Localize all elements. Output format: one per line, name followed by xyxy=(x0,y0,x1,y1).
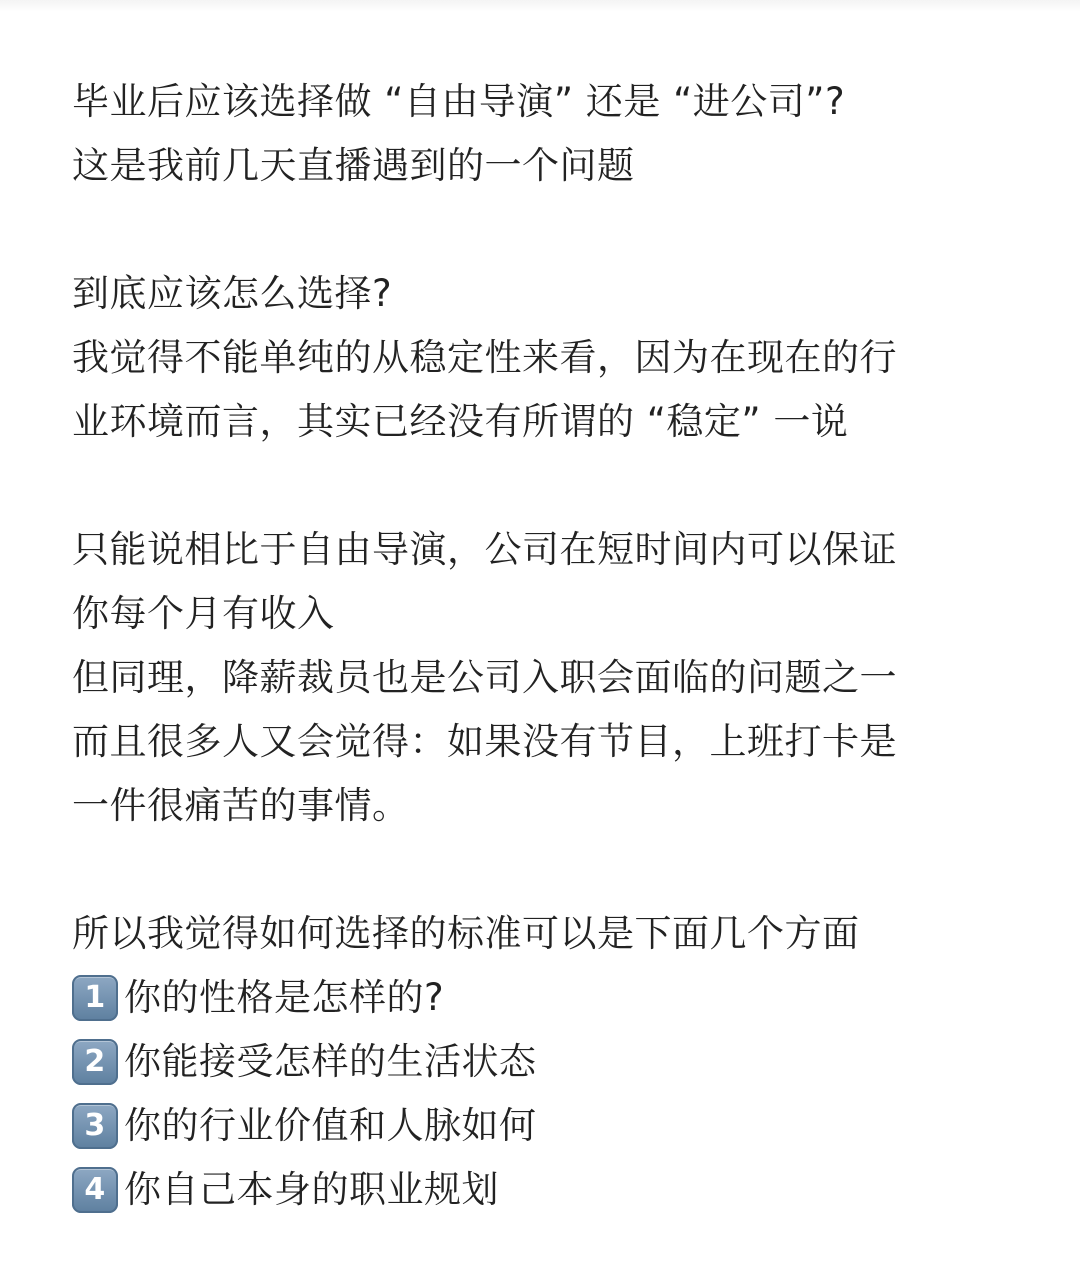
question-line: 业环境而言，其实已经没有所谓的 “稳定” 一说 xyxy=(72,400,849,443)
criteria-item-text: 你自己本身的职业规划 xyxy=(124,1168,499,1211)
keycap-3-icon: 3 xyxy=(72,1103,118,1149)
comparison-line: 但同理，降薪裁员也是公司入职会面临的问题之一 xyxy=(72,656,897,699)
paragraph-gap xyxy=(72,198,1012,262)
comparison-line: 只能说相比于自由导演，公司在短时间内可以保证 xyxy=(72,528,897,571)
intro-line: 毕业后应该选择做 “自由导演” 还是 “进公司”? xyxy=(72,80,846,123)
criteria-item-text: 你的行业价值和人脉如何 xyxy=(124,1104,537,1147)
criteria-item xyxy=(72,1030,1012,1094)
post-body xyxy=(72,70,1012,1222)
criteria-item xyxy=(72,1158,1012,1222)
criteria-item xyxy=(72,1094,1012,1158)
keycap-2-icon: 2 xyxy=(72,1039,118,1085)
top-edge-strip xyxy=(0,0,1080,12)
criteria-item xyxy=(72,966,1012,1030)
paragraph-gap xyxy=(72,454,1012,518)
criteria-item-text: 你的性格是怎样的? xyxy=(124,976,445,1019)
paragraph-gap xyxy=(72,838,1012,902)
criteria-heading: 所以我觉得如何选择的标准可以是下面几个方面 xyxy=(72,912,860,955)
comparison-line: 而且很多人又会觉得：如果没有节目，上班打卡是 xyxy=(72,720,897,763)
question-line: 到底应该怎么选择? xyxy=(72,272,393,315)
question-line: 我觉得不能单纯的从稳定性来看，因为在现在的行 xyxy=(72,336,897,379)
comparison-line: 一件很痛苦的事情。 xyxy=(72,784,410,827)
comparison-line: 你每个月有收入 xyxy=(72,592,335,635)
intro-line: 这是我前几天直播遇到的一个问题 xyxy=(72,144,635,187)
keycap-4-icon: 4 xyxy=(72,1167,118,1213)
criteria-item-text: 你能接受怎样的生活状态 xyxy=(124,1040,537,1083)
keycap-1-icon: 1 xyxy=(72,975,118,1021)
